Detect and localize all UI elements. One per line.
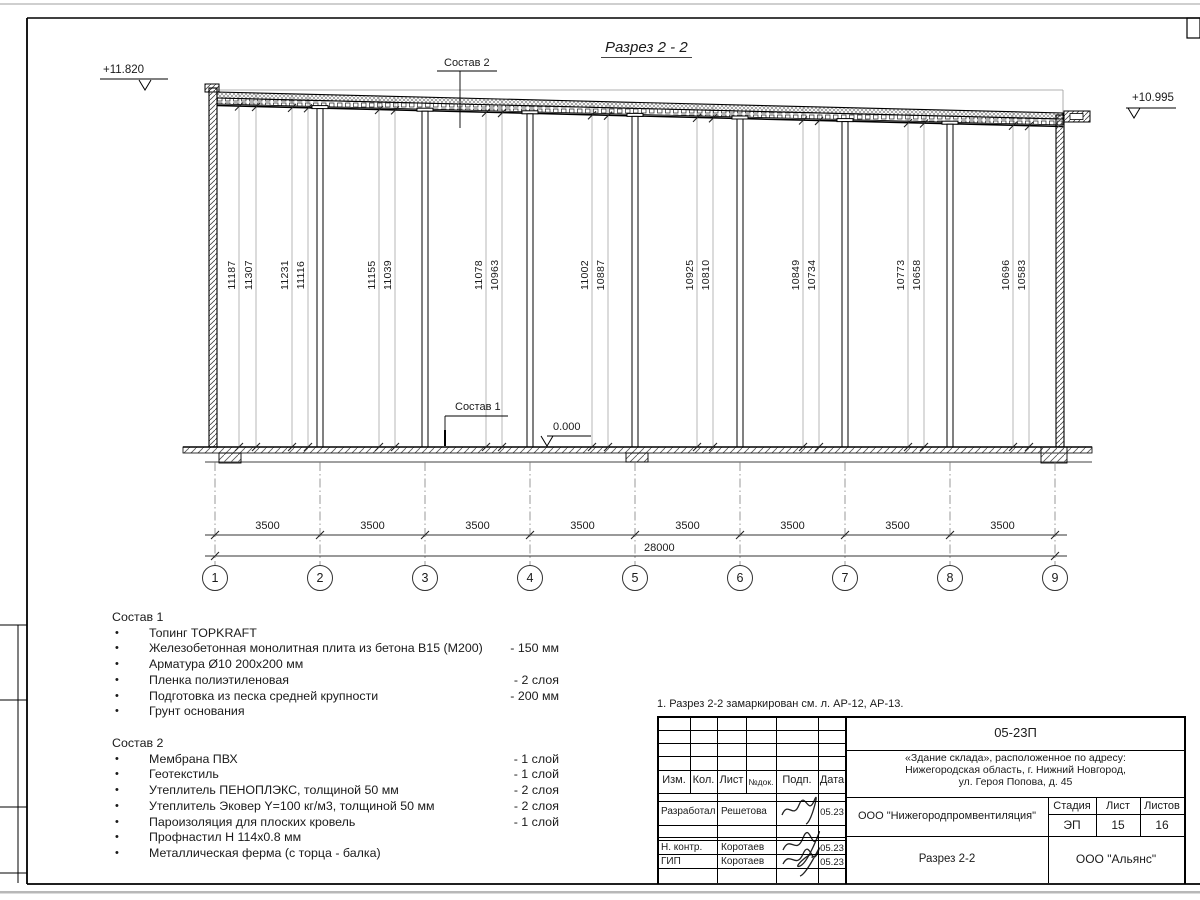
col-podp: Подп. xyxy=(782,774,812,786)
drawing-name: Разрез 2-2 xyxy=(918,853,976,865)
stage-label: Стадия xyxy=(1053,800,1091,812)
col-kol: Кол. xyxy=(692,774,715,786)
elevation-right-value: +10.995 xyxy=(1132,92,1174,104)
item-text: Грунт основания xyxy=(149,704,245,719)
role-nkontr: Н. контр. xyxy=(661,842,703,853)
item-text: Геотекстиль xyxy=(149,767,219,782)
date-3: 05.23 xyxy=(820,857,844,868)
sostav2-list xyxy=(112,736,559,862)
item-text: Арматура Ø10 200x200 мм xyxy=(149,657,304,672)
role-razrabotal: Разработал xyxy=(661,806,716,817)
name-reshetova: Решетова xyxy=(721,806,767,817)
bullet-icon: • xyxy=(115,831,119,844)
bullet-icon: • xyxy=(115,642,119,655)
item-text: Топинг TOPKRAFT xyxy=(149,625,257,640)
height-dimension: 11039 xyxy=(382,260,394,290)
bullet-icon: • xyxy=(115,784,119,797)
bullet-icon: • xyxy=(115,846,119,859)
drawing-title: Разрез 2 - 2 xyxy=(601,39,692,58)
bay-dimension: 3500 xyxy=(780,520,805,532)
sheet-label: Лист xyxy=(1106,800,1130,812)
sostav1-callout: Состав 1 xyxy=(455,401,501,413)
list-item xyxy=(112,673,559,689)
doc-number: 05-23П xyxy=(994,725,1037,740)
scan-edge-top xyxy=(0,3,1200,5)
bullet-icon: • xyxy=(115,673,119,686)
bay-dimension: 3500 xyxy=(360,520,385,532)
footing-left xyxy=(219,453,241,463)
sostav2-callout: Состав 2 xyxy=(444,57,490,69)
item-text: Металлическая ферма (с торца - балка) xyxy=(149,845,381,860)
elevation-zero-value: 0.000 xyxy=(553,421,581,433)
bullet-icon: • xyxy=(115,626,119,639)
col-ndok: №док. xyxy=(748,777,774,787)
height-dimension: 11307 xyxy=(243,260,255,290)
floor-slab xyxy=(183,447,1092,453)
item-text: Профнастил Н 114x0.8 мм xyxy=(149,830,302,845)
height-dimension: 11002 xyxy=(579,260,591,290)
bay-dimension: 3500 xyxy=(885,520,910,532)
item-text: Пароизоляция для плоских кровель xyxy=(149,814,356,829)
height-dimension: 10658 xyxy=(911,259,923,291)
item-value: - 150 мм xyxy=(510,641,559,656)
height-dimension: 10696 xyxy=(1000,259,1012,291)
bay-dimension: 3500 xyxy=(255,520,280,532)
bullet-icon: • xyxy=(115,689,119,702)
sostav1-list xyxy=(112,610,559,720)
list-item xyxy=(112,641,559,657)
height-dimension: 10963 xyxy=(489,259,501,291)
item-text: Пленка полиэтиленовая xyxy=(149,672,289,687)
item-text: Утеплитель ПЕНОПЛЭКС, толщиной 50 мм xyxy=(149,783,399,798)
elevation-left-value: +11.820 xyxy=(103,64,145,76)
scan-edge-bottom xyxy=(0,891,1200,894)
role-gip: ГИП xyxy=(661,856,681,867)
company-name: ООО "Нижегородпромвентиляция" xyxy=(857,810,1037,822)
item-text: Утеплитель Эковер Y=100 кг/м3, толщиной 50 мм xyxy=(149,798,435,813)
bullet-icon: • xyxy=(115,768,119,781)
height-dimension: 10849 xyxy=(790,259,802,291)
grid-bubble: 6 xyxy=(727,565,753,591)
sheet-value: 15 xyxy=(1111,818,1125,832)
item-value: - 1 слой xyxy=(513,767,559,782)
height-dimension: 11116 xyxy=(295,260,307,290)
object-address-3: ул. Героя Попова, д. 45 xyxy=(958,776,1073,788)
bullet-icon: • xyxy=(115,752,119,765)
footing-right xyxy=(1041,447,1067,463)
height-dimension: 10773 xyxy=(895,259,907,291)
date-2: 05.23 xyxy=(820,843,844,854)
col-izm: Изм. xyxy=(662,774,686,786)
list-item xyxy=(112,815,559,831)
sostav2-title: Состав 2 xyxy=(112,736,164,750)
grid-bubble: 3 xyxy=(412,565,438,591)
item-value: - 1 слой xyxy=(513,814,559,829)
item-text: Мембрана ПВХ xyxy=(149,751,238,766)
list-item xyxy=(112,752,559,768)
date-1: 05.23 xyxy=(820,807,844,818)
note-text: 1. Разрез 2-2 замаркирован см. л. АР-12, АР-13. xyxy=(657,698,904,710)
height-dimension: 10925 xyxy=(684,259,696,291)
sheets-value: 16 xyxy=(1155,818,1169,832)
columns xyxy=(312,106,958,447)
item-value: - 2 слоя xyxy=(513,672,559,687)
right-wall xyxy=(1056,115,1064,447)
item-value: - 2 слоя xyxy=(513,798,559,813)
stage-value: ЭП xyxy=(1063,818,1081,832)
grid-bubble: 8 xyxy=(937,565,963,591)
name-korotaev-2: Коротаев xyxy=(721,856,765,867)
list-item xyxy=(112,689,559,705)
bay-dimension: 3500 xyxy=(570,520,595,532)
grid-bubble: 4 xyxy=(517,565,543,591)
bay-dimension: 3500 xyxy=(465,520,490,532)
item-value: - 1 слой xyxy=(513,751,559,766)
bullet-icon: • xyxy=(115,658,119,671)
left-wall xyxy=(209,88,217,447)
bullet-icon: • xyxy=(115,799,119,812)
list-item xyxy=(112,657,559,673)
left-edge-stamp xyxy=(0,625,27,883)
list-item xyxy=(112,830,559,846)
roof-end-detail xyxy=(1070,114,1083,120)
item-text: Железобетонная монолитная плита из бетона В15 (М200) xyxy=(149,641,483,656)
bay-dimension: 3500 xyxy=(675,520,700,532)
list-item xyxy=(112,783,559,799)
item-value: - 2 слоя xyxy=(513,783,559,798)
frame-corner-box xyxy=(1187,18,1200,38)
contractor-name: ООО "Альянс" xyxy=(1075,852,1157,866)
item-value: - 200 мм xyxy=(510,688,559,703)
grid-bubble: 5 xyxy=(622,565,648,591)
grid-bubble: 1 xyxy=(202,565,228,591)
sostav1-title: Состав 1 xyxy=(112,610,164,624)
col-list: Лист xyxy=(719,774,744,786)
footing-mid xyxy=(626,453,648,462)
item-text: Подготовка из песка средней крупности xyxy=(149,688,379,703)
height-dimension: 11155 xyxy=(366,260,378,290)
list-item xyxy=(112,767,559,783)
height-dimension: 11231 xyxy=(279,260,291,290)
list-item xyxy=(112,799,559,815)
bay-dimension: 3500 xyxy=(990,520,1015,532)
grid-bubble: 7 xyxy=(832,565,858,591)
height-dimension: 11187 xyxy=(226,260,238,290)
name-korotaev-1: Коротаев xyxy=(721,842,765,853)
height-dimension: 10583 xyxy=(1016,259,1028,291)
height-dimension: 10887 xyxy=(595,259,607,291)
list-item xyxy=(112,846,559,862)
list-item xyxy=(112,626,559,642)
height-dimension: 10810 xyxy=(700,259,712,291)
bullet-icon: • xyxy=(115,815,119,828)
object-address-1: «Здание склада», расположенное по адресу: xyxy=(905,752,1126,764)
height-dimension: 10734 xyxy=(806,259,818,291)
grid-bubble: 2 xyxy=(307,565,333,591)
grid-bubble: 9 xyxy=(1042,565,1068,591)
sheets-label: Листов xyxy=(1144,800,1180,812)
bullet-icon: • xyxy=(115,705,119,718)
col-data: Дата xyxy=(819,774,845,786)
height-dimension: 11078 xyxy=(473,260,485,290)
total-dimension: 28000 xyxy=(644,542,675,554)
list-item xyxy=(112,704,559,720)
object-address-2: Нижегородская область, г. Нижний Новгород, xyxy=(905,764,1126,776)
